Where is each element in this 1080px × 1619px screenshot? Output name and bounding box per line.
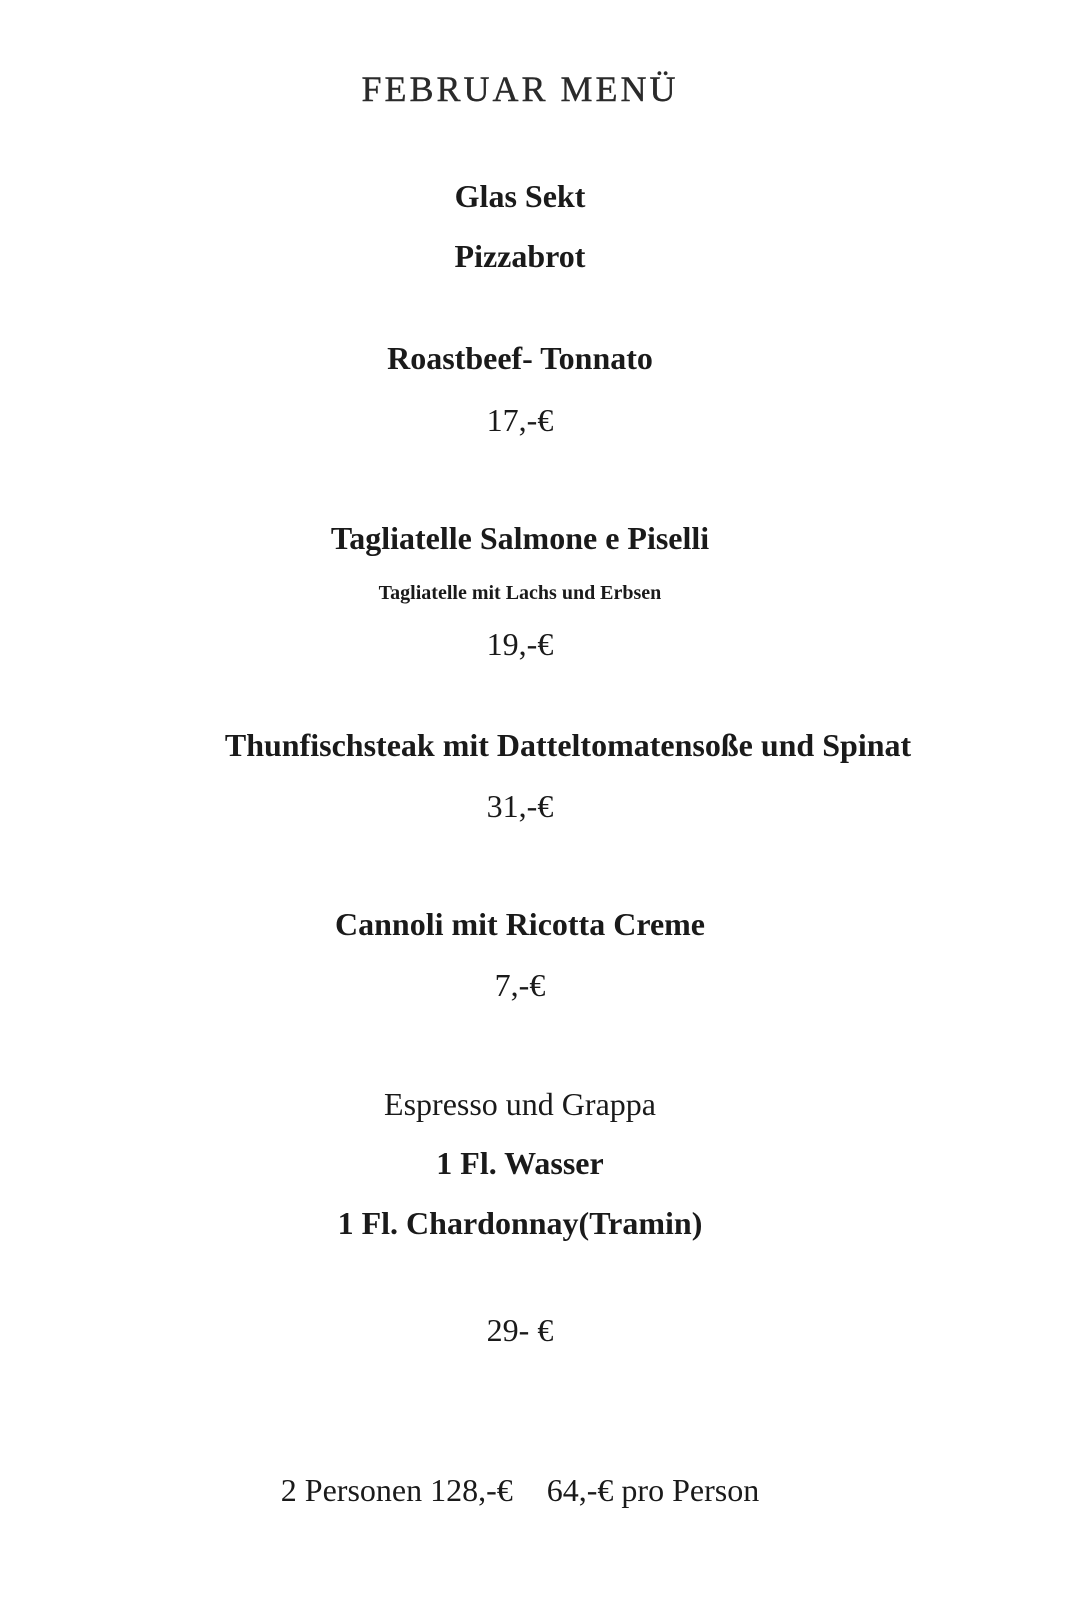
total-for-two: 2 Personen 128,-€	[280, 1472, 513, 1508]
course-1-name: Roastbeef- Tonnato	[387, 340, 653, 376]
course-4-name: Cannoli mit Ricotta Creme	[335, 906, 705, 942]
course-3-price: 31,-€	[486, 788, 554, 824]
course-1-price: 17,-€	[486, 402, 554, 438]
extras-wine: 1 Fl. Chardonnay(Tramin)	[337, 1205, 703, 1241]
course-3-name: Thunfischsteak mit Datteltomatensoße und Spinat	[224, 727, 912, 763]
aperitif-sekt: Glas Sekt	[454, 178, 586, 214]
course-2-price: 19,-€	[486, 626, 554, 662]
aperitif-pizzabrot: Pizzabrot	[454, 238, 586, 274]
extras-coffee: Espresso und Grappa	[384, 1086, 656, 1122]
extras-price: 29- €	[486, 1312, 554, 1348]
course-4-price: 7,-€	[494, 967, 546, 1003]
extras-water: 1 Fl. Wasser	[436, 1145, 604, 1181]
course-2-name: Tagliatelle Salmone e Piselli	[330, 520, 710, 556]
total-line	[0, 1472, 1040, 1509]
menu-title: FEBRUAR MENÜ	[361, 69, 679, 109]
total-per-person: 64,-€ pro Person	[546, 1472, 760, 1508]
course-2-description: Tagliatelle mit Lachs und Erbsen	[378, 582, 662, 604]
